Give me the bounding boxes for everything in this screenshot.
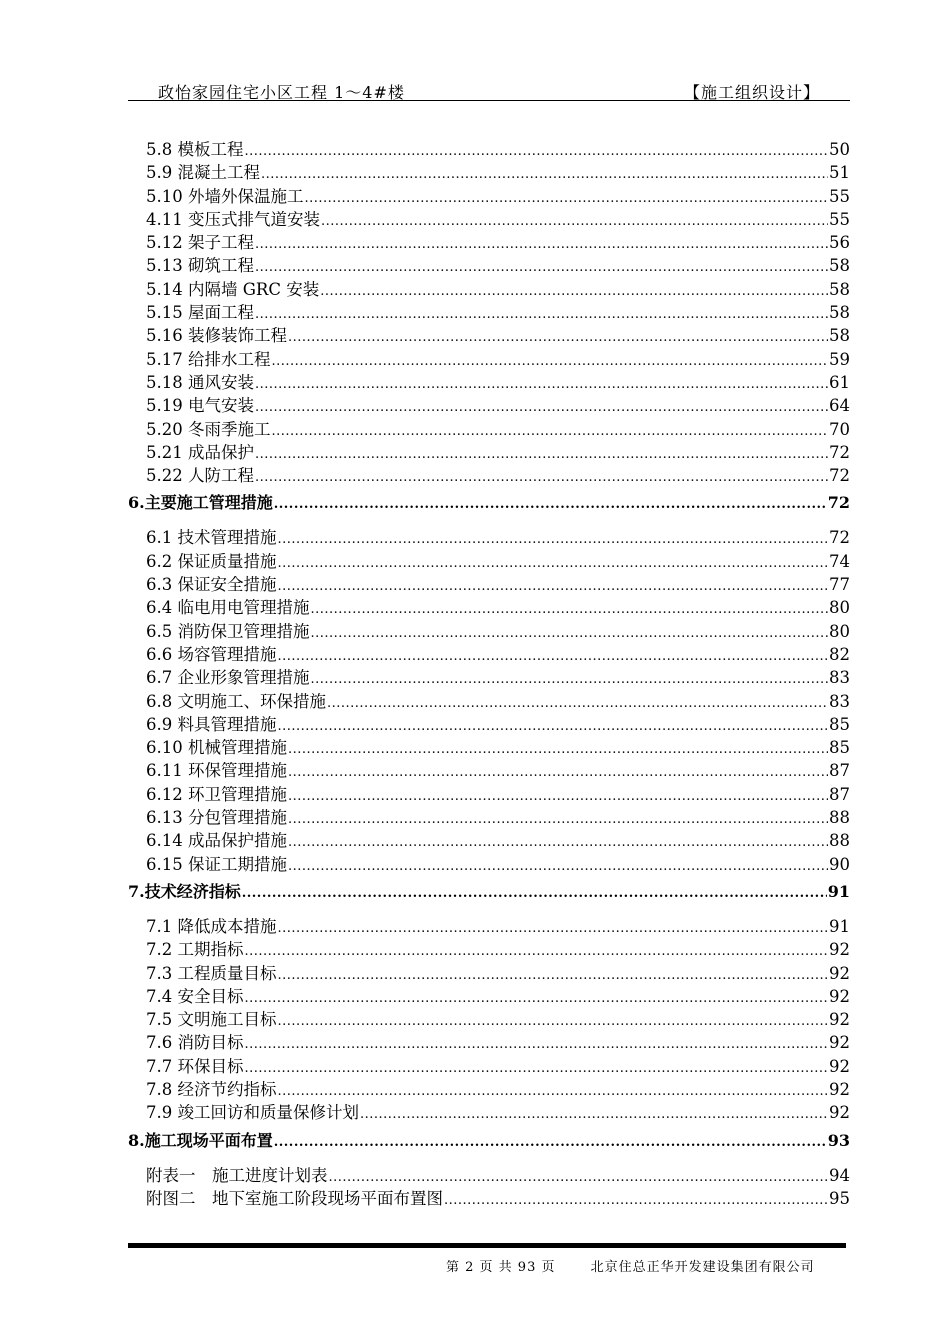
toc-entry-page-number: 59: [829, 349, 850, 369]
toc-section-entry[interactable]: [128, 1006, 850, 1029]
toc-entry-page-number: 92: [829, 963, 850, 983]
toc-entry-title: 5.19 电气安装: [146, 396, 254, 416]
toc-entry-page-number: 92: [829, 1033, 850, 1053]
toc-entry-title: 5.17 给排水工程: [146, 349, 271, 369]
toc-section-entry[interactable]: [128, 851, 850, 874]
toc-entry-page-number: 64: [829, 396, 850, 416]
toc-section-entry[interactable]: [128, 983, 850, 1006]
toc-dot-leader: [278, 715, 829, 734]
toc-dot-leader: [321, 210, 828, 229]
toc-entry-page-number: 87: [829, 784, 850, 804]
toc-entry-page-number: 72: [827, 493, 850, 513]
toc-entry-title: 5.13 砌筑工程: [146, 256, 254, 276]
footer-company-name: 北京住总正华开发建设集团有限公司: [590, 1260, 815, 1275]
toc-section-entry[interactable]: [128, 1029, 850, 1052]
toc-entry-title: 5.15 屋面工程: [146, 303, 254, 323]
toc-entry-page-number: 58: [829, 279, 850, 299]
toc-entry-page-number: 72: [829, 528, 850, 548]
toc-dot-leader: [288, 738, 828, 757]
toc-section-entry[interactable]: [128, 159, 850, 182]
toc-entry-page-number: 88: [829, 831, 850, 851]
toc-entry-title: 7.1 降低成本措施: [146, 916, 277, 936]
toc-dot-leader: [271, 350, 828, 369]
toc-entry-page-number: 50: [829, 140, 850, 159]
toc-entry-page-number: 56: [829, 233, 850, 253]
toc-entry-title: 6.15 保证工期措施: [146, 854, 287, 874]
toc-section-entry[interactable]: [128, 594, 850, 617]
toc-dot-leader: [360, 1103, 828, 1122]
toc-entry-page-number: 90: [829, 854, 850, 874]
toc-dot-leader: [274, 1131, 827, 1150]
toc-section-entry[interactable]: [128, 416, 850, 439]
toc-chapter-entry[interactable]: [128, 879, 850, 907]
toc-dot-leader: [271, 420, 828, 439]
toc-dot-leader: [278, 528, 829, 547]
toc-entry-page-number: 91: [829, 916, 850, 936]
toc-entry-title: 6.主要施工管理措施: [128, 493, 273, 513]
toc-section-entry[interactable]: [128, 322, 850, 345]
toc-entry-title: 附表一 施工进度计划表: [146, 1165, 328, 1185]
toc-section-entry[interactable]: [128, 936, 850, 959]
toc-entry-title: 7.9 竣工回访和质量保修计划: [146, 1103, 359, 1123]
toc-section-entry[interactable]: [128, 781, 850, 804]
toc-section-entry[interactable]: [128, 346, 850, 369]
toc-dot-leader: [288, 855, 828, 874]
toc-dot-leader: [245, 1033, 829, 1052]
toc-dot-leader: [245, 140, 829, 159]
toc-section-entry[interactable]: [128, 1076, 850, 1099]
toc-dot-leader: [288, 326, 828, 345]
toc-entry-page-number: 92: [829, 1010, 850, 1030]
toc-chapter-entry[interactable]: [128, 490, 850, 518]
toc-dot-leader: [278, 1010, 829, 1029]
toc-entry-page-number: 58: [829, 326, 850, 346]
toc-section-entry[interactable]: [128, 183, 850, 206]
toc-section-entry[interactable]: [128, 1053, 850, 1076]
toc-entry-title: 6.5 消防保卫管理措施: [146, 621, 310, 641]
toc-entry-page-number: 85: [829, 738, 850, 758]
toc-entry-title: 6.1 技术管理措施: [146, 528, 277, 548]
toc-dot-leader: [288, 785, 828, 804]
toc-section-entry[interactable]: [128, 392, 850, 415]
toc-entry-title: 5.14 内隔墙 GRC 安装: [146, 279, 320, 299]
toc-entry-title: 6.10 机械管理措施: [146, 738, 287, 758]
toc-entry-page-number: 92: [829, 986, 850, 1006]
toc-entry-page-number: 55: [829, 186, 850, 206]
toc-entry-title: 6.14 成品保护措施: [146, 831, 287, 851]
toc-entry-title: 6.8 文明施工、环保措施: [146, 691, 326, 711]
toc-section-entry[interactable]: [128, 369, 850, 392]
toc-entry-page-number: 92: [829, 1056, 850, 1076]
toc-dot-leader: [304, 187, 828, 206]
toc-entry-title: 7.3 工程质量目标: [146, 963, 277, 983]
toc-dot-leader: [245, 940, 829, 959]
toc-entry-title: 7.6 消防目标: [146, 1033, 244, 1053]
toc-section-entry[interactable]: [128, 618, 850, 641]
toc-section-entry[interactable]: [128, 913, 850, 936]
toc-dot-leader: [278, 964, 829, 983]
toc-entry-page-number: 58: [829, 256, 850, 276]
toc-section-entry[interactable]: [128, 664, 850, 687]
toc-dot-leader: [288, 831, 828, 850]
toc-entry-page-number: 91: [827, 881, 850, 901]
toc-dot-leader: [288, 761, 828, 780]
toc-dot-leader: [245, 1057, 829, 1076]
toc-entry-title: 5.18 通风安装: [146, 372, 254, 392]
toc-entry-page-number: 92: [829, 1079, 850, 1099]
toc-section-entry[interactable]: [128, 299, 850, 322]
toc-dot-leader: [311, 598, 829, 617]
toc-entry-title: 6.6 场容管理措施: [146, 644, 277, 664]
toc-section-entry[interactable]: [128, 804, 850, 827]
toc-entry-page-number: 74: [829, 551, 850, 571]
toc-entry-page-number: 87: [829, 761, 850, 781]
toc-entry-page-number: 92: [829, 940, 850, 960]
toc-entry-title: 5.12 架子工程: [146, 233, 254, 253]
toc-entry-page-number: 77: [829, 575, 850, 595]
toc-entry-title: 5.16 装修装饰工程: [146, 326, 287, 346]
toc-dot-leader: [288, 808, 828, 827]
toc-dot-leader: [278, 1080, 829, 1099]
toc-dot-leader: [311, 622, 829, 641]
toc-section-entry[interactable]: [128, 757, 850, 780]
toc-entry-page-number: 94: [829, 1165, 850, 1185]
toc-entry-title: 7.7 环保目标: [146, 1056, 244, 1076]
toc-entry-page-number: 51: [829, 163, 850, 183]
toc-section-entry[interactable]: [128, 827, 850, 850]
toc-entry-title: 5.20 冬雨季施工: [146, 419, 271, 439]
toc-dot-leader: [255, 466, 828, 485]
toc-section-entry[interactable]: [128, 229, 850, 252]
toc-entry-page-number: 72: [829, 466, 850, 486]
page-footer: [446, 1256, 821, 1275]
toc-entry-title: 附图二 地下室施工阶段现场平面布置图: [146, 1188, 443, 1208]
toc-dot-leader: [329, 1166, 829, 1185]
toc-chapter-entry[interactable]: [128, 1128, 850, 1156]
toc-entry-title: 6.13 分包管理措施: [146, 808, 287, 828]
toc-entry-page-number: 85: [829, 714, 850, 734]
toc-entry-page-number: 80: [829, 621, 850, 641]
header-document-type: 【施工组织设计】: [683, 83, 820, 102]
toc-dot-leader: [255, 256, 828, 275]
page-header: [128, 80, 850, 101]
toc-section-entry[interactable]: [128, 548, 850, 571]
toc-entry-title: 8.施工现场平面布置: [128, 1130, 273, 1150]
toc-entry-page-number: 72: [829, 442, 850, 462]
toc-section-entry[interactable]: [128, 711, 850, 734]
toc-entry-page-number: 55: [829, 209, 850, 229]
toc-entry-page-number: 80: [829, 598, 850, 618]
toc-dot-leader: [278, 552, 829, 571]
toc-entry-title: 4.11 变压式排气道安装: [146, 209, 320, 229]
toc-dot-leader: [274, 493, 827, 512]
toc-section-entry[interactable]: [128, 1185, 850, 1208]
toc-entry-page-number: 58: [829, 303, 850, 323]
toc-dot-leader: [255, 443, 828, 462]
toc-entry-title: 7.技术经济指标: [128, 881, 241, 901]
toc-section-entry[interactable]: [128, 734, 850, 757]
toc-section-entry[interactable]: [128, 136, 850, 159]
toc-entry-page-number: 83: [829, 668, 850, 688]
toc-entry-page-number: 95: [829, 1188, 850, 1208]
toc-dot-leader: [320, 280, 828, 299]
footer-divider: [128, 1243, 846, 1248]
toc-section-entry[interactable]: [128, 206, 850, 229]
toc-dot-leader: [278, 917, 829, 936]
toc-entry-title: 6.3 保证安全措施: [146, 575, 277, 595]
toc-dot-leader: [311, 668, 829, 687]
toc-entry-title: 6.11 环保管理措施: [146, 761, 287, 781]
toc-entry-page-number: 70: [829, 419, 850, 439]
toc-dot-leader: [278, 575, 829, 594]
header-project-title: 政怡家园住宅小区工程 1～4#楼: [158, 83, 405, 102]
toc-dot-leader: [261, 163, 828, 182]
toc-section-entry[interactable]: [128, 571, 850, 594]
toc-section-entry[interactable]: [128, 276, 850, 299]
toc-entry-title: 6.2 保证质量措施: [146, 551, 277, 571]
toc-section-entry[interactable]: [128, 641, 850, 664]
toc-section-entry[interactable]: [128, 252, 850, 275]
toc-dot-leader: [444, 1189, 828, 1208]
toc-entry-page-number: 61: [829, 372, 850, 392]
toc-entry-title: 7.5 文明施工目标: [146, 1010, 277, 1030]
toc-entry-page-number: 93: [827, 1130, 850, 1150]
toc-entry-title: 5.22 人防工程: [146, 466, 254, 486]
toc-dot-leader: [242, 882, 827, 901]
toc-entry-title: 6.9 料具管理措施: [146, 714, 277, 734]
toc-entry-page-number: 88: [829, 808, 850, 828]
toc-entry-title: 6.7 企业形象管理措施: [146, 668, 310, 688]
toc-dot-leader: [327, 692, 828, 711]
toc-entry-title: 5.8 模板工程: [146, 140, 244, 159]
toc-entry-page-number: 82: [829, 644, 850, 664]
toc-dot-leader: [245, 987, 829, 1006]
toc-dot-leader: [278, 645, 829, 664]
toc-section-entry[interactable]: [128, 439, 850, 462]
toc-entry-title: 5.9 混凝土工程: [146, 163, 260, 183]
table-of-contents: [128, 136, 850, 1208]
toc-section-entry[interactable]: [128, 688, 850, 711]
toc-entry-title: 5.21 成品保护: [146, 442, 254, 462]
footer-page-number: 第 2 页 共 93 页: [446, 1260, 556, 1275]
toc-section-entry[interactable]: [128, 462, 850, 485]
toc-section-entry[interactable]: [128, 960, 850, 983]
toc-entry-title: 7.8 经济节约指标: [146, 1079, 277, 1099]
toc-entry-title: 6.12 环卫管理措施: [146, 784, 287, 804]
toc-entry-page-number: 92: [829, 1103, 850, 1123]
toc-section-entry[interactable]: [128, 1162, 850, 1185]
toc-dot-leader: [255, 373, 828, 392]
toc-dot-leader: [255, 303, 828, 322]
toc-entry-title: 7.4 安全目标: [146, 986, 244, 1006]
toc-section-entry[interactable]: [128, 524, 850, 547]
toc-dot-leader: [255, 396, 828, 415]
toc-entry-title: 5.10 外墙外保温施工: [146, 186, 304, 206]
toc-dot-leader: [255, 233, 828, 252]
toc-section-entry[interactable]: [128, 1099, 850, 1122]
toc-entry-title: 6.4 临电用电管理措施: [146, 598, 310, 618]
toc-entry-title: 7.2 工期指标: [146, 940, 244, 960]
toc-entry-page-number: 83: [829, 691, 850, 711]
